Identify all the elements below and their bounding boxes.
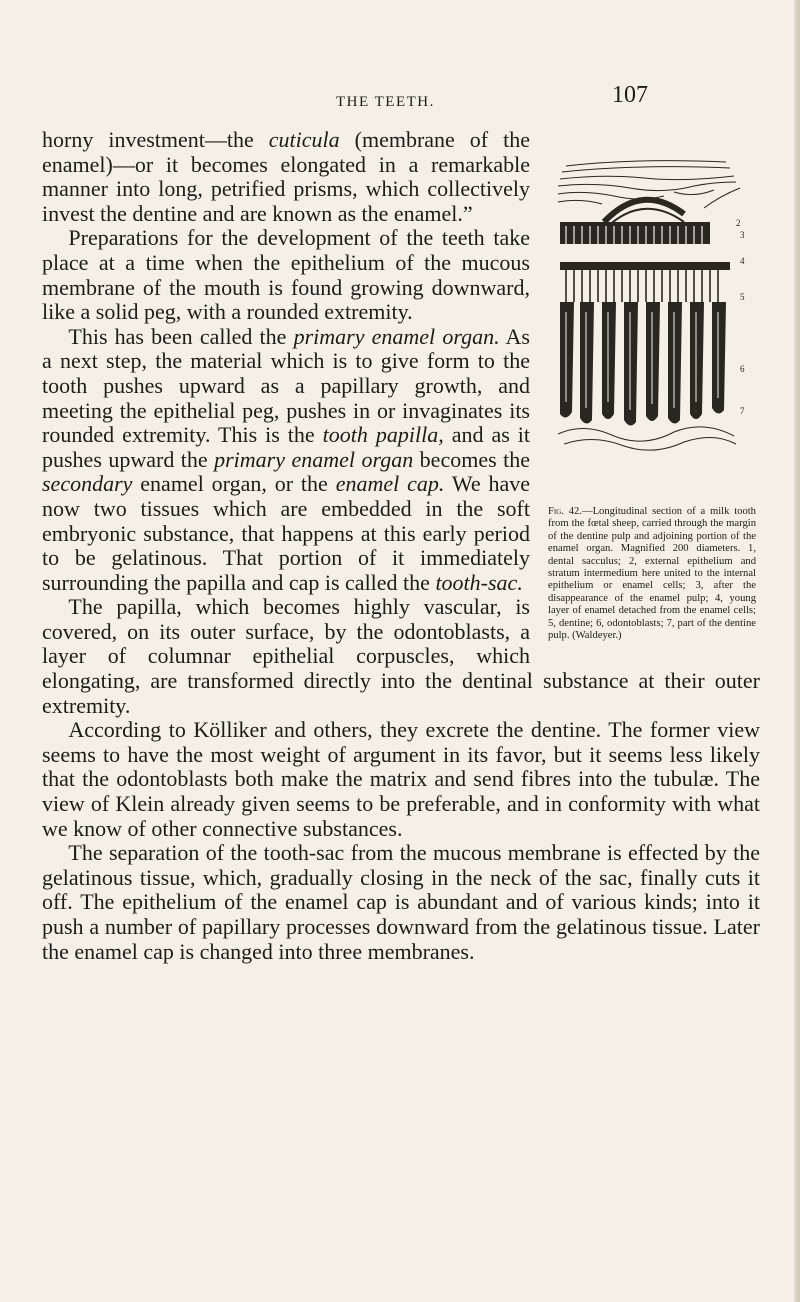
figure-caption-text: —Longitudinal section of a milk tooth from the fœtal sheep, carried through the margin of the dentine pulp and adjoining portion of the enamel organ. Magnified 200 diameters. 1, dental sacculus; 2, external epithelium and stratum intermedium here united to the internal epithelium or enamel cells; 3, after the disappearance of the enamel pulp; 4, young layer of enamel detached from the enamel cells; 5, dentine; 6, odontoblasts; 7, part of the dentine pulp. (Waldeyer.) (548, 506, 756, 642)
figure-numeral-2: 2 (736, 218, 741, 228)
paragraph-segment: tooth papilla, (322, 422, 444, 448)
paragraph-p6 (42, 841, 760, 964)
figure-numeral-7: 7 (740, 406, 745, 416)
paragraph-segment: The separation of the tooth-sac from the mucous membrane is effected by the gelatinous tissue, which, gradually closing in the neck of the sac, finally cuts it off. The epithelium of the enamel cap is abundant and of various kinds; into it push a number of papillary processes downward from the gelatinous tissue. Later the enamel cap is changed into three membranes. (42, 840, 760, 964)
paragraph-segment: We have now two tissues which are embedded in the soft embryonic substance, that happens at this early period to be gelatinous. That portion of it immediately surrounding the papilla and cap is called the (42, 471, 530, 595)
figure-label: Fig. 42. (548, 506, 582, 517)
page-header (0, 82, 800, 116)
paragraph-segment: secondary (42, 471, 133, 497)
histology-illustration (544, 152, 760, 504)
figure-numeral-5: 5 (740, 292, 745, 302)
paragraph-segment: The papilla, which becomes highly vascular, is covered, on its outer surface, by the odontoblasts, a layer of columnar epithelial corpuscles, which elongating, are transformed directly into the dentinal substance at their outer extremity. (42, 594, 760, 718)
figure-numeral-3: 3 (740, 230, 745, 240)
body-text (42, 128, 760, 964)
paragraph-segment: According to Kölliker and others, they excrete the dentine. The former view seems to have the most weight of argument in its favor, but it seems less likely that the odontoblasts both make the matrix and send fibres into the tubulæ. The view of Klein already given seems to be preferable, and in conformity with what we know of other connective substances. (42, 717, 760, 841)
paragraph-segment: tooth-sac. (435, 569, 523, 595)
paragraph-segment: cuticula (268, 127, 340, 152)
figure-numeral-4: 4 (740, 256, 745, 266)
paragraph-segment: primary enamel organ (214, 446, 414, 472)
paragraph-segment: This has been called the (68, 323, 294, 349)
paragraph-segment: As a next step, the material which is to give form to the tooth pushes upward as a papillary growth, and meeting the epithelial peg, pushes in or invaginates its rounded extremity. This is the (42, 323, 530, 448)
paragraph-segment: enamel cap. (335, 471, 445, 497)
paragraph-segment: and as it pushes upward the (42, 422, 531, 472)
paragraph-segment: Preparations for the development of the teeth take place at a time when the epithelium of the mucous membrane of the mouth is found growing downward, like a solid peg, with a rounded extremity. (42, 225, 530, 325)
paragraph-segment: primary enamel organ. (293, 323, 500, 349)
figure-42 (544, 152, 760, 642)
figure-numeral-6: 6 (740, 364, 745, 374)
page-edge (794, 0, 800, 1302)
paragraph-segment: (membrane of the enamel)—or it becomes elongated in a remarkable manner into long, petrified prisms, which collectively invest the dentine and are known as the enamel.” (42, 127, 530, 226)
paragraph-segment: enamel organ, or the (132, 471, 336, 497)
running-head: THE TEETH. (336, 94, 435, 110)
paragraph-segment: becomes the (413, 446, 530, 472)
paragraph-p5 (42, 718, 760, 841)
figure-caption (544, 504, 760, 642)
paragraph-segment: horny investment—the (42, 127, 269, 152)
page-number: 107 (612, 82, 648, 108)
